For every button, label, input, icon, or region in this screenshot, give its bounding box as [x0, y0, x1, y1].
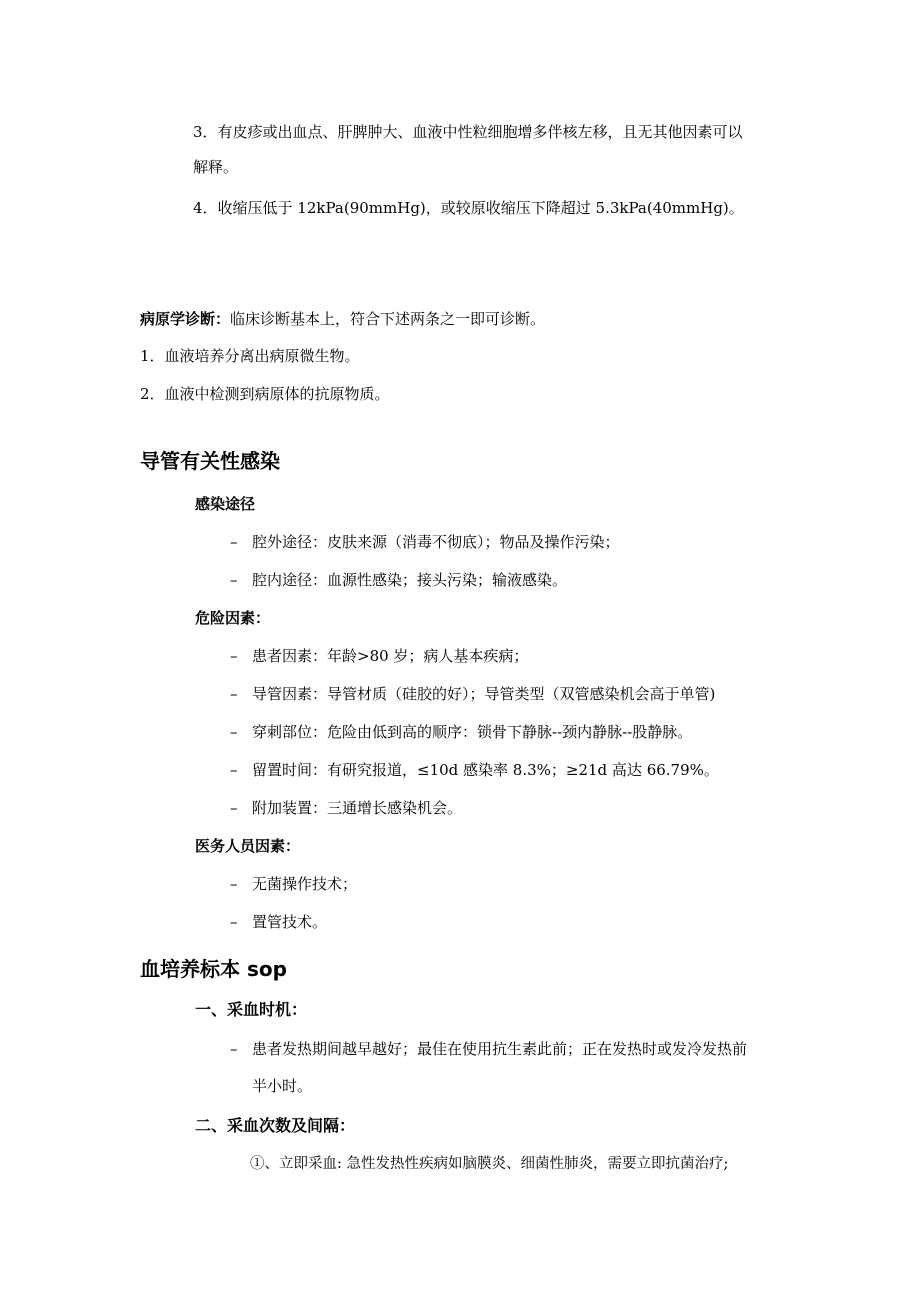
route-item-2: 腔内途径：血源性感染；接头污染；输液感染。: [252, 571, 568, 589]
dash-icon: –: [230, 723, 238, 741]
risk-item-4: 留置时间：有研究报道，≤10d 感染率 8.3%；≥21d 高达 66.79%。: [252, 761, 719, 779]
dash-icon: –: [230, 799, 238, 817]
risk-item-1: 患者因素：年龄>80 岁；病人基本疾病；: [252, 647, 529, 665]
route-item-1: 腔外途径：皮肤来源（消毒不彻底）；物品及操作污染；: [252, 533, 620, 551]
pathogen-text: 临床诊断基本上，符合下述两条之一即可诊断。: [230, 310, 546, 328]
dash-icon: –: [230, 571, 238, 589]
risk-heading: 危险因素：: [195, 609, 271, 627]
dash-icon: –: [230, 685, 238, 703]
staff-item-1: 无菌操作技术；: [252, 875, 358, 893]
timing-heading: 一、采血时机：: [195, 1000, 308, 1019]
dash-icon: –: [230, 875, 238, 893]
pathogen-item-1: 1．血液培养分离出病原微生物。: [140, 347, 360, 365]
risk-item-2: 导管因素：导管材质（硅胶的好）；导管类型（双管感染机会高于单管): [252, 685, 716, 703]
criteria-item-3-line-1: 3．有皮疹或出血点、肝脾肿大、血液中性粒细胞增多伴核左移，且无其他因素可以: [193, 123, 743, 141]
count-heading: 二、采血次数及间隔：: [195, 1116, 356, 1135]
catheter-heading: 导管有关性感染: [140, 449, 280, 473]
dash-icon: –: [230, 1040, 238, 1058]
dash-icon: –: [230, 647, 238, 665]
pathogen-item-2: 2．血液中检测到病原体的抗原物质。: [140, 385, 390, 403]
staff-item-2: 置管技术。: [252, 913, 328, 931]
timing-line-1: 患者发热期间越早越好；最佳在使用抗生素此前；正在发热时或发冷发热前: [252, 1040, 748, 1058]
dash-icon: –: [230, 533, 238, 551]
criteria-item-3-line-2: 解释。: [193, 158, 239, 176]
pathogen-diagnosis: [140, 309, 545, 329]
timing-line-2: 半小时。: [252, 1077, 313, 1095]
risk-item-3: 穿刺部位：危险由低到高的顺序：锁骨下静脉--颈内静脉--股静脉。: [252, 723, 693, 741]
dash-icon: –: [230, 761, 238, 779]
risk-item-5: 附加装置：三通增长感染机会。: [252, 799, 463, 817]
criteria-item-4: 4．收缩压低于 12kPa(90mmHg)，或较原收缩压下降超过 5.3kPa(40mmHg)。: [193, 199, 744, 217]
route-heading: 感染途径: [195, 495, 256, 513]
sop-heading: 血培养标本 sop: [140, 957, 287, 981]
count-item-1: ①、立即采血: 急性发热性疾病如脑膜炎、细菌性肺炎，需要立即抗菌治疗;: [250, 1156, 729, 1172]
staff-heading: 医务人员因素：: [195, 837, 301, 855]
dash-icon: –: [230, 913, 238, 931]
pathogen-lead: 病原学诊断：: [140, 310, 231, 328]
